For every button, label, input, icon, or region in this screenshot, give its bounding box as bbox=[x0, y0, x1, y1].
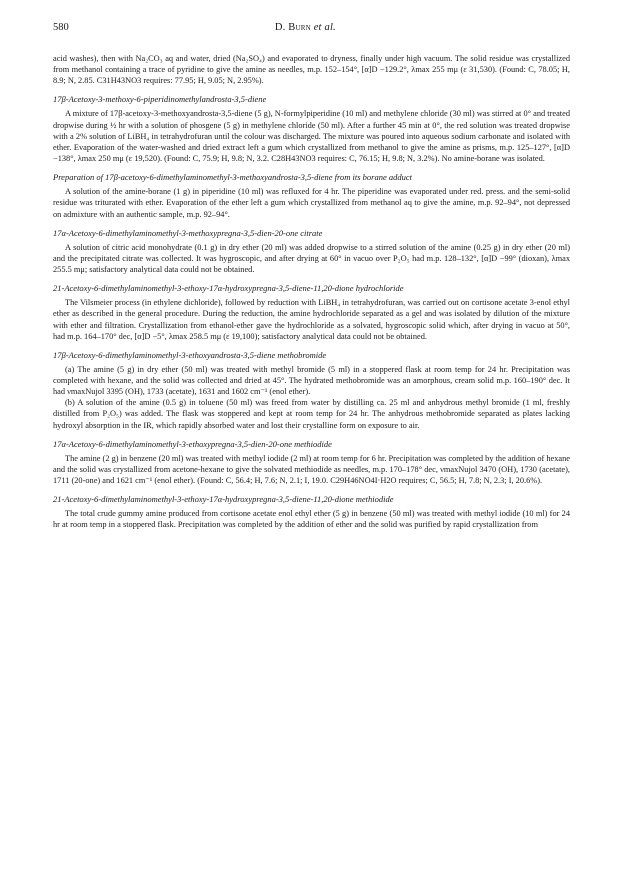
paragraph: (b) A solution of the amine (0.5 g) in toluene (50 ml) was freed from water by distilling ca. 25 ml and anhydrous methyl bromide (1 ml, freshly distilled from P₂O₅) was added. The flask was stoppered and kept at room temp for 24 hr. The anhydrous methobromide separated as plates lacking hydroxyl absorption in the IR, which rapidly absorbed water and lost their crystalline form on exposure to air. bbox=[53, 398, 570, 430]
compound-heading: 17α-Acetoxy-6-dimethylaminomethyl-3-methoxypregna-3,5-dien-20-one citrate bbox=[53, 227, 323, 238]
page-number: 580 bbox=[53, 22, 69, 33]
paragraph: A solution of citric acid monohydrate (0.1 g) in dry ether (20 ml) was added dropwise to a stirred solution of the amine (0.25 g) in dry ether (20 ml) and the precipitated citrate was collected. It was hygroscopic, and after drying at 60° in vacuo over P₂O₅ had m.p. 128–132°, [α]D −99° (dioxan), λmax 255.5 mμ; satisfactory analytical data could not be obtained. bbox=[53, 242, 570, 275]
paragraph: A solution of the amine-borane (1 g) in piperidine (10 ml) was refluxed for 4 hr. The piperidine was evaporated under red. press. and the semi-solid residue was triturated with ether. Evaporation of the ether left a gum which crystallized from methanol aq to give the amine, m.p. 92–94°, not depressed on admixture with an authentic sample, m.p. 92–94°. bbox=[53, 187, 570, 219]
paragraph: The total crude gummy amine produced from cortisone acetate enol ethyl ether (5 g) in benzene (50 ml) was treated with methyl iodide (10 ml) for 24 hr at room temp in a stoppered flask. Precipitation was completed by the addition of ether and the solid was purified by rapid crystallization from bbox=[53, 509, 570, 530]
compound-heading: 21-Acetoxy-6-dimethylaminomethyl-3-ethoxy-17α-hydroxypregna-3,5-diene-11,20-dione hydrochloride bbox=[53, 283, 404, 294]
journal-page bbox=[53, 22, 570, 884]
author-name: D. Burn bbox=[274, 22, 311, 33]
paragraph: A mixture of 17β-acetoxy-3-methoxyandrosta-3,5-diene (5 g), N-formylpiperidine (10 ml) and methylene chloride (30 ml) was stirred at 0° and treated dropwise during ½ hr with a solution of phosgene (5 g) in methylene chloride (50 ml). After a further 45 min at 0°, the red solution was treated dropwise with a 2% solution of LiBH₄ in tetrahydrofuran until the colour was discharged. The mixture was poured into aqueous sodium carbonate and isolated with ether. Evaporation of the water-washed and dried extract left a gum which crystallized from methanol to give the amine as prisms, m.p. 125–127°, [α]D −138°, λmax 250 mμ (ε 19,520). (Found: C, 75.9; H, 9.8; N, 3.2. C28H43NO3 requires: C, 76.15; H, 9.8; N, 3.2%). No amine-borane was isolated. bbox=[53, 109, 570, 164]
compound-heading: 17β-Acetoxy-6-dimethylaminomethyl-3-ethoxyandrosta-3,5-diene methobromide bbox=[53, 349, 327, 360]
running-author bbox=[69, 22, 542, 33]
compound-heading: Preparation of 17β-acetoxy-6-dimethylaminomethyl-3-methoxyandrosta-3,5-diene from its borane adduct bbox=[53, 172, 413, 183]
running-head bbox=[53, 22, 570, 39]
compound-heading: 21-Acetoxy-6-dimethylaminomethyl-3-ethoxy-17α-hydroxypregna-3,5-diene-11,20-dione methiodide bbox=[53, 494, 394, 505]
author-suffix: et al. bbox=[313, 22, 336, 33]
paragraph: (a) The amine (5 g) in dry ether (50 ml) was treated with methyl bromide (5 ml) in a stoppered flask at room temp for 24 hr. Precipitation was completed with hexane, and the solid was collected and dried at 45°. The hydrated methobromide was an amorphous, cream solid m.p. 160–190° dec. It had νmaxNujol 3395 (OH), 1733 (acetate), 1631 and 1602 cm⁻¹ (enol ether). bbox=[53, 364, 570, 397]
article-body bbox=[53, 53, 570, 531]
paragraph: The amine (2 g) in benzene (20 ml) was treated with methyl iodide (2 ml) at room temp for 6 hr. Precipitation was completed by the addition of hexane and the solid was crystallized from acetone-hexane to give the solvated methiodide as needles, m.p. 170–178° dec, νmaxNujol 3470 (OH), 1730 (acetate), 1711 (20-one) and 1621 cm⁻¹ (enol ether). (Found: C, 56.4; H, 7.6; N, 2.1; I, 19.0. C29H46NO4I·H2O requires; C, 56.5; H, 7.8; N, 2.3; I, 20.6%). bbox=[53, 453, 570, 486]
paragraph: The Vilsmeier process (in ethylene dichloride), followed by reduction with LiBH₄ in tetrahydrofuran, was carried out on cortisone acetate 3-enol ethyl ether as described in the general procedure. During the reduction, the amine hydrochloride separated as a gel and was isolated by dilution of the mixture with ether and filtration. Crystallization from ethanol-ether gave the hydrochloride as a solvated, hygroscopic solid which, after drying in vacuo at 50°, had m.p. 164–170° dec, [α]D −5°, λmax 258.5 mμ (ε 19,100); satisfactory analytical data could not be obtained. bbox=[53, 298, 570, 341]
paragraph: acid washes), then with Na₂CO₃ aq and water, dried (Na₂SO₄) and evaporated to dryness, finally under high vacuum. The solid residue was crystallized from methanol containing a trace of pyridine to give the amine as needles, m.p. 152–154°, [α]D −129.2°, λmax 255 mμ (ε 31,530). (Found: C, 78.05; H, 8.9; N, 2.85. C31H43NO3 requires: 77.95; H, 9.05; N, 2.95%). bbox=[53, 54, 570, 86]
compound-heading: 17β-Acetoxy-3-methoxy-6-piperidinomethylandrosta-3,5-diene bbox=[53, 94, 267, 105]
compound-heading: 17α-Acetoxy-6-dimethylaminomethyl-3-ethoxypregna-3,5-dien-20-one methiodide bbox=[53, 438, 332, 449]
